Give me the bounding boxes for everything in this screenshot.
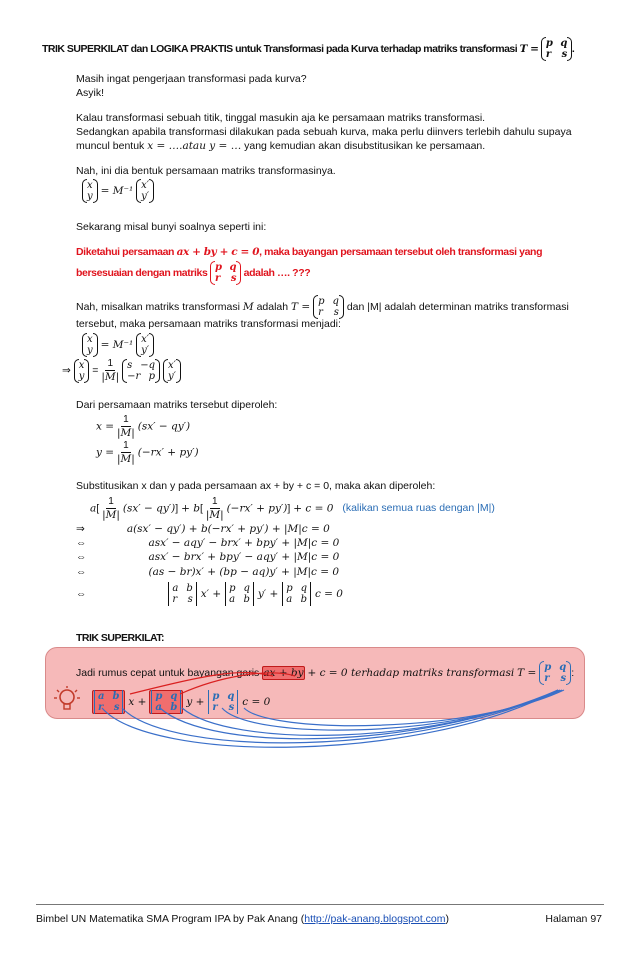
title-matrix: p q r s xyxy=(541,38,572,60)
trik-arrows xyxy=(90,668,570,760)
blog-link[interactable]: http://pak-anang.blogspot.com xyxy=(304,913,446,925)
intro-line-6: Nah, ini dia bentuk persamaan matriks transformasinya. xyxy=(76,165,336,177)
footer-left: Bimbel UN Matematika SMA Program IPA by Pak Anang (http://pak-anang.blogspot.com) xyxy=(36,913,450,925)
intro-line-4: Sedangkan apabila transformasi dilakukan pada sebuah kurva, maka perlu diinvers terlebih dahulu supaya xyxy=(76,126,572,138)
x-equation: x = $\frac{1}{|M|}$ (sx′ − qy′) xyxy=(96,414,191,439)
y-equation: y = $\frac{1}{|M|}$ (−rx′ + py′) xyxy=(96,440,199,465)
intro-line-7: Sekarang misal bunyi soalnya seperti ini: xyxy=(76,221,267,233)
intro-line-2: Asyik! xyxy=(76,87,105,99)
solution-line-4: Substitusikan x dan y pada persamaan ax + by + c = 0, maka akan diperoleh: xyxy=(76,480,436,492)
equation-a: x y = M⁻¹ x′ y′ xyxy=(82,334,154,356)
problem-line-2: bersesuaian dengan matriks p q r s adalah …. ??? xyxy=(76,262,311,284)
problem-line-1: Diketahui persamaan ax + by + c = 0, maka bayangan persamaan tersebut oleh transformasi yang xyxy=(76,246,543,258)
substitution-equation: a[ $\frac{1}{|M|}$ (sx′ − qy′)] + b[ $\frac{1}{|M|}$ (−rx′ + py′)] + c = 0 (kalikan semua ruas dengan |M|) xyxy=(90,496,495,521)
footer-divider xyxy=(36,904,604,905)
equation-inverse: x y = M⁻¹ x′ y′ xyxy=(82,180,154,202)
solution-line-2: tersebut, maka persamaan matriks transformasi menjadi: xyxy=(76,318,341,330)
solution-line-3: Dari persamaan matriks tersebut diperoleh: xyxy=(76,399,278,411)
trik-heading: TRIK SUPERKILAT: xyxy=(76,632,165,644)
trik-line-1: Jadi rumus cepat untuk bayangan garis ax + by + c = 0 terhadap matriks transformasi T = p q r s : xyxy=(76,662,575,684)
intro-line-3: Kalau transformasi sebuah titik, tinggal masukin aja ke persamaan matriks transformasi. xyxy=(76,112,486,124)
lightbulb-icon xyxy=(52,684,82,714)
title-math: T = xyxy=(519,42,539,55)
step-2: ⇔ asx′ − aqy′ − brx′ + bpy′ + |M|c = 0 xyxy=(76,537,340,549)
solution-line-1: Nah, misalkan matriks transformasi M adalah T = p q r s dan |M| adalah determinan matriks transformasi xyxy=(76,296,569,318)
step-1: ⇒ a(sx′ − qy′) + b(−rx′ + py′) + |M|c = 0 xyxy=(76,523,330,535)
equation-b: ⇒ x y = $\frac{1}{|M|}$ s −q −r p x′ y′ xyxy=(62,358,181,383)
page-number: Halaman 97 xyxy=(545,913,602,925)
page-title: TRIK SUPERKILAT dan LOGIKA PRAKTIS untuk Transformasi pada Kurva terhadap matriks transformasi T = p q r s . xyxy=(42,38,575,60)
intro-line-5: muncul bentuk x = ….atau y = … yang kemudian akan disubstitusikan ke persamaan. xyxy=(76,140,486,152)
intro-line-1: Masih ingat pengerjaan transformasi pada kurva? xyxy=(76,73,307,85)
trik-formula: a b r s x + p q a b y + p q r s c = 0 xyxy=(92,690,270,714)
step-final: ⇔ a b r s x′ + p q a b y′ + p q a b c = 0 xyxy=(76,583,343,605)
step-4: ⇔ (as − br)x′ + (bp − aq)y′ + |M|c = 0 xyxy=(76,566,340,578)
multiply-note: (kalikan semua ruas dengan |M|) xyxy=(342,502,495,515)
title-text: TRIK SUPERKILAT dan LOGIKA PRAKTIS untuk Transformasi pada Kurva terhadap matriks transformasi xyxy=(42,42,518,55)
step-3: ⇔ asx′ − brx′ + bpy′ − aqy′ + |M|c = 0 xyxy=(76,551,340,563)
